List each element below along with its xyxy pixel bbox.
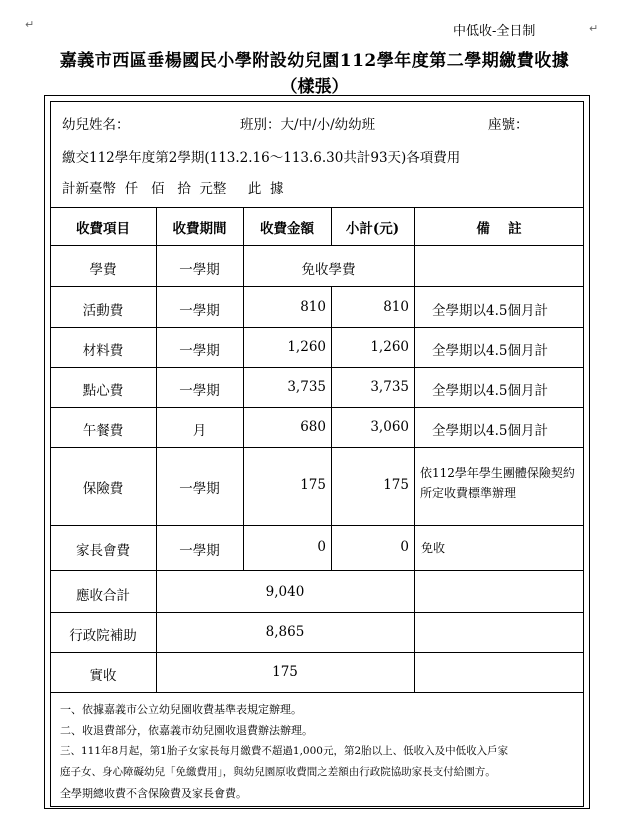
row-item: 學費: [89, 262, 117, 278]
row-divider: [50, 652, 584, 653]
actual-paid-label: 實收: [89, 668, 117, 684]
actual-paid-value: 175: [272, 664, 298, 680]
paragraph-mark: ↵: [589, 22, 599, 35]
subsidy-value: 8,865: [265, 624, 305, 640]
row-divider: [50, 245, 584, 246]
header-note: 備 註: [476, 221, 522, 237]
row-divider: [50, 525, 584, 526]
note-line: 全學期總收費不含保險費及家長會費。: [60, 787, 247, 800]
row-period: 一學期: [179, 343, 220, 359]
amount-in-words-text: 計新臺幣 仟 佰 拾 元整 此 據: [62, 181, 284, 197]
row-note: 全學期以4.5個月計: [432, 303, 548, 319]
row-item: 家長會費: [76, 543, 130, 559]
row-divider: [50, 286, 584, 287]
note-line: 一、依據嘉義市公立幼兒園收費基準表規定辦理。: [60, 703, 302, 716]
seat-number-label: 座號：: [488, 117, 529, 133]
form-type-label: 中低收-全日制: [453, 24, 536, 39]
row-amount: 175: [300, 477, 326, 493]
row-divider: [50, 327, 584, 328]
payment-period-text: 繳交112學年度第2學期(113.2.16～113.6.30共計93天)各項費用: [62, 150, 461, 166]
row-amount-merged: 免收學費: [301, 262, 356, 278]
header-subtotal: 小計(元): [345, 221, 400, 237]
row-divider: [50, 570, 584, 571]
row-subtotal: 0: [400, 539, 409, 555]
row-item: 點心費: [82, 383, 124, 399]
paragraph-mark: ↵: [25, 18, 35, 31]
row-divider: [50, 612, 584, 613]
row-item: 午餐費: [82, 423, 124, 439]
row-item: 活動費: [82, 303, 124, 319]
row-note: 免收: [421, 541, 446, 555]
row-period: 一學期: [179, 383, 220, 399]
row-amount: 1,260: [287, 339, 326, 355]
row-period: 一學期: [179, 303, 220, 319]
row-amount: 810: [300, 299, 326, 315]
row-amount: 3,735: [287, 379, 326, 395]
class-label: 班別：大/中/小/幼幼班: [240, 117, 376, 133]
note-line: 二、收退費部分，依嘉義市幼兒園收退費辦法辦理。: [60, 724, 313, 737]
row-divider: [50, 207, 584, 208]
row-divider: [50, 407, 584, 408]
row-subtotal: 3,060: [370, 419, 409, 435]
column-divider: [414, 207, 415, 692]
row-item: 保險費: [82, 481, 124, 497]
row-subtotal: 3,735: [370, 379, 409, 395]
subsidy-label: 行政院補助: [69, 628, 137, 644]
child-name-label: 幼兒姓名：: [62, 117, 130, 133]
row-note-insurance: 依112學年學生團體保險契約所定收費標準辦理: [420, 466, 575, 500]
total-label: 應收合計: [76, 588, 130, 604]
row-amount: 0: [317, 539, 326, 555]
row-period: 一學期: [179, 481, 220, 497]
total-value: 9,040: [265, 584, 305, 600]
row-divider: [50, 692, 584, 693]
row-item: 材料費: [82, 343, 124, 359]
row-amount: 680: [300, 419, 326, 435]
page-subtitle: （樣張）: [280, 77, 349, 97]
row-subtotal: 175: [383, 477, 409, 493]
note-line: 庭子女、身心障礙幼兒「免繳費用」，與幼兒園原收費間之差額由行政院協助家長支付給園方。: [60, 766, 496, 778]
column-divider: [243, 327, 244, 570]
row-divider: [50, 367, 584, 368]
header-amount: 收費金額: [260, 221, 314, 237]
row-period: 一學期: [179, 543, 220, 559]
column-divider: [156, 207, 157, 692]
note-line: 三、111年8月起，第1胎子女家長每月繳費不超過1,000元，第2胎以上、低收入及中低收入戶家: [60, 745, 509, 757]
header-period: 收費期間: [172, 221, 227, 237]
row-note: 全學期以4.5個月計: [432, 343, 548, 359]
row-note: 全學期以4.5個月計: [432, 423, 548, 439]
row-period: 一學期: [179, 262, 220, 278]
row-subtotal: 1,260: [370, 339, 409, 355]
row-subtotal: 810: [383, 299, 409, 315]
row-note: 全學期以4.5個月計: [432, 383, 548, 399]
header-item: 收費項目: [76, 221, 130, 237]
row-divider: [50, 447, 584, 448]
page-title: 嘉義市西區垂楊國民小學附設幼兒園112學年度第二學期繳費收據: [59, 51, 570, 71]
row-period: 月: [192, 423, 207, 439]
